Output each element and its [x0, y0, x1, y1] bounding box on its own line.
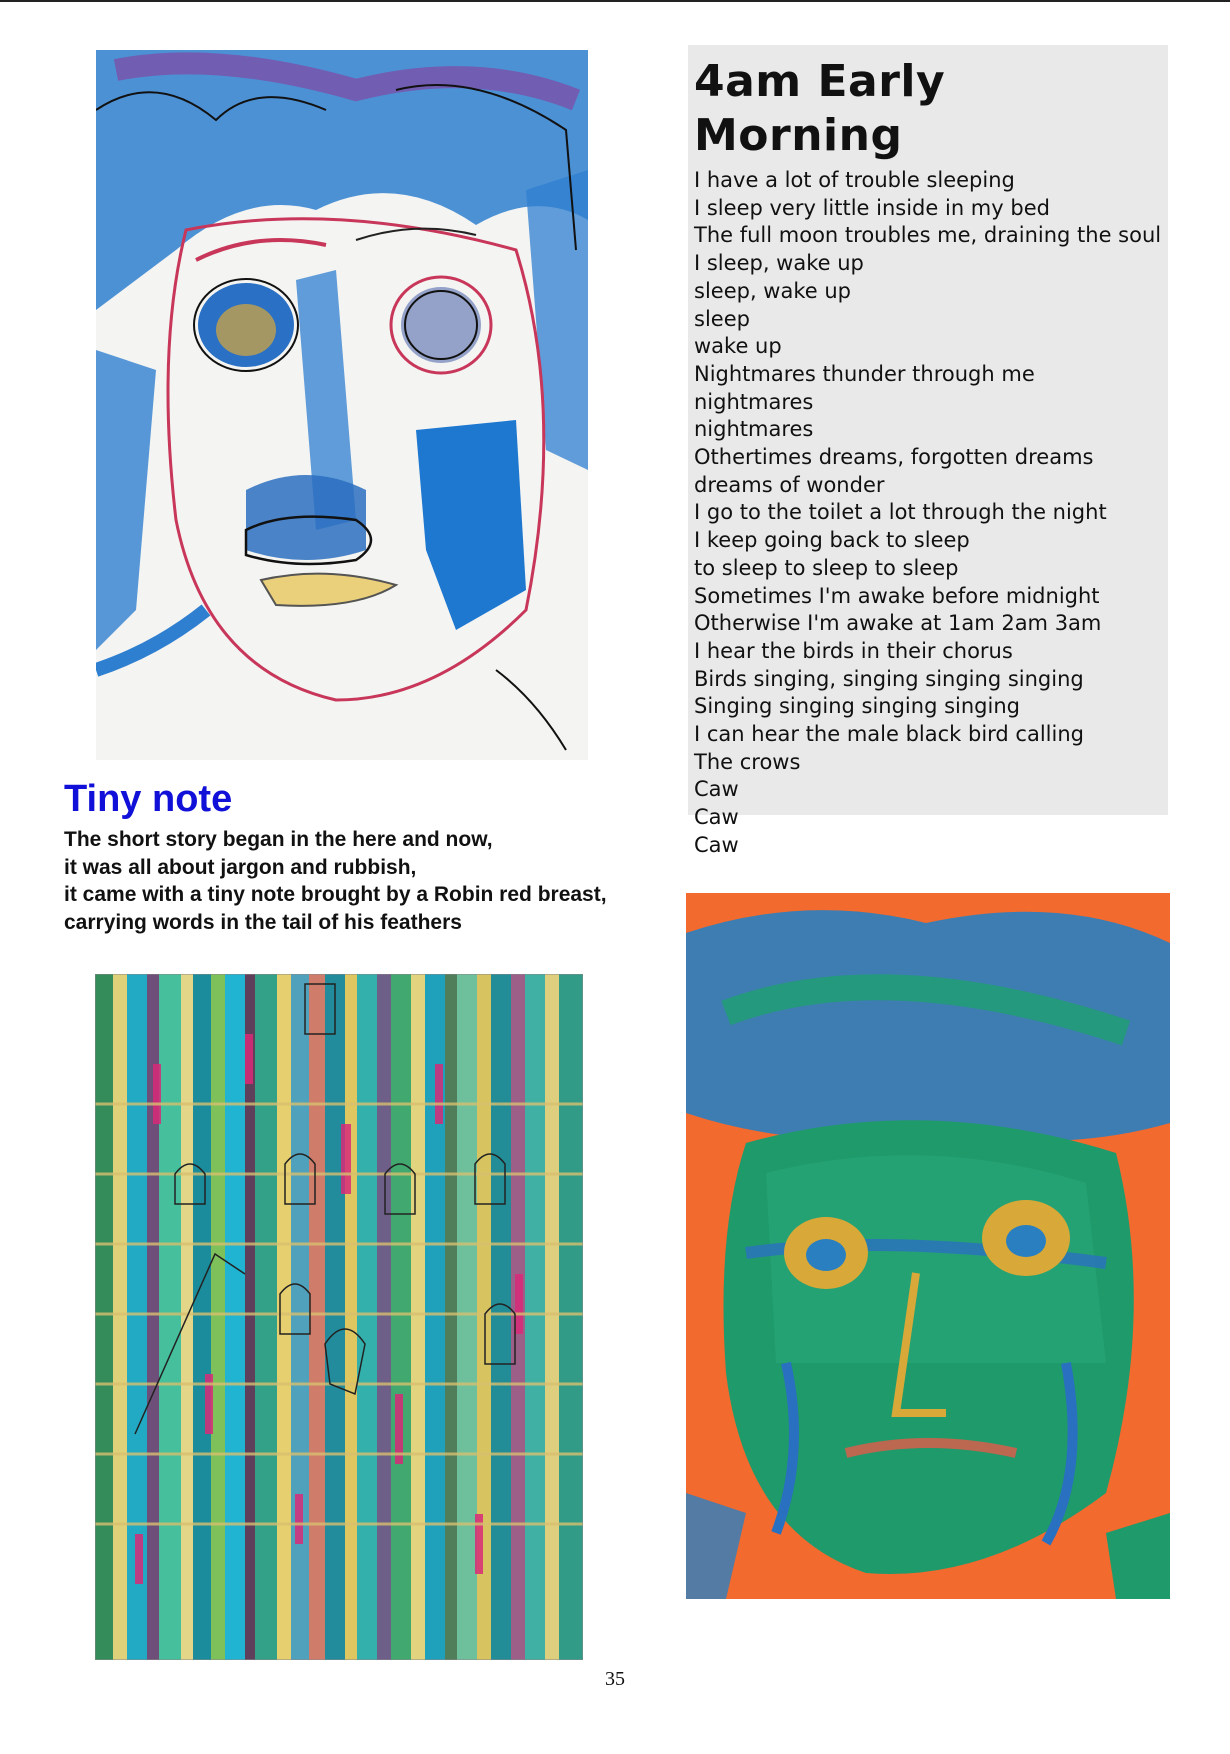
poem-line: Caw [694, 805, 739, 830]
note-body [64, 826, 607, 936]
poem-line: dreams of wonder [694, 472, 885, 497]
note-line: it came with a tiny note brought by a Robin red breast, [64, 883, 607, 906]
poem-line: sleep, wake up [694, 278, 851, 303]
poem-title: 4am Early Morning [694, 56, 946, 161]
page-number: 35 [605, 1668, 625, 1690]
poem-line: Birds singing, singing singing singing [694, 666, 1084, 691]
poem-line: Nightmares thunder through me [694, 361, 1035, 386]
painting-abstract-stripes [95, 974, 583, 1660]
note-title: Tiny note [64, 778, 233, 820]
poem-line: I sleep, wake up [694, 251, 864, 276]
poem-line: Singing singing singing singing [694, 694, 1020, 719]
poem-line: sleep [694, 306, 750, 331]
poem-line: I sleep very little inside in my bed [694, 195, 1050, 220]
poem-panel [688, 45, 1168, 857]
poem-line: I hear the birds in their chorus [694, 638, 1013, 663]
poem-line: Sometimes I'm awake before midnight [694, 583, 1100, 608]
poem-line: nightmares [694, 389, 814, 414]
page-top-rule [0, 0, 1230, 2]
poem-line: The crows [694, 749, 801, 774]
poem-lines [694, 167, 1162, 860]
poem-line: Otherwise I'm awake at 1am 2am 3am [694, 611, 1102, 636]
poem-line: I have a lot of trouble sleeping [694, 168, 1015, 192]
poem-line: I keep going back to sleep [694, 528, 970, 553]
poem-line: I go to the toilet a lot through the night [694, 500, 1107, 525]
poem-line: Caw [694, 777, 739, 802]
note-line: The short story began in the here and now, [64, 828, 493, 851]
painting-blue-face [96, 50, 588, 760]
poem-line: Othertimes dreams, forgotten dreams [694, 445, 1094, 470]
painting-orange-face [686, 893, 1170, 1599]
note-line: carrying words in the tail of his feathers [64, 910, 462, 934]
poem-line: to sleep to sleep to sleep [694, 555, 959, 580]
poem-line: I can hear the male black bird calling [694, 722, 1084, 747]
note-line: it was all about jargon and rubbish, [64, 855, 417, 879]
poem-line: Caw [694, 832, 739, 857]
poem-line: nightmares [694, 417, 814, 442]
poem-line: wake up [694, 334, 782, 359]
poem-line: The full moon troubles me, draining the soul [694, 223, 1162, 248]
